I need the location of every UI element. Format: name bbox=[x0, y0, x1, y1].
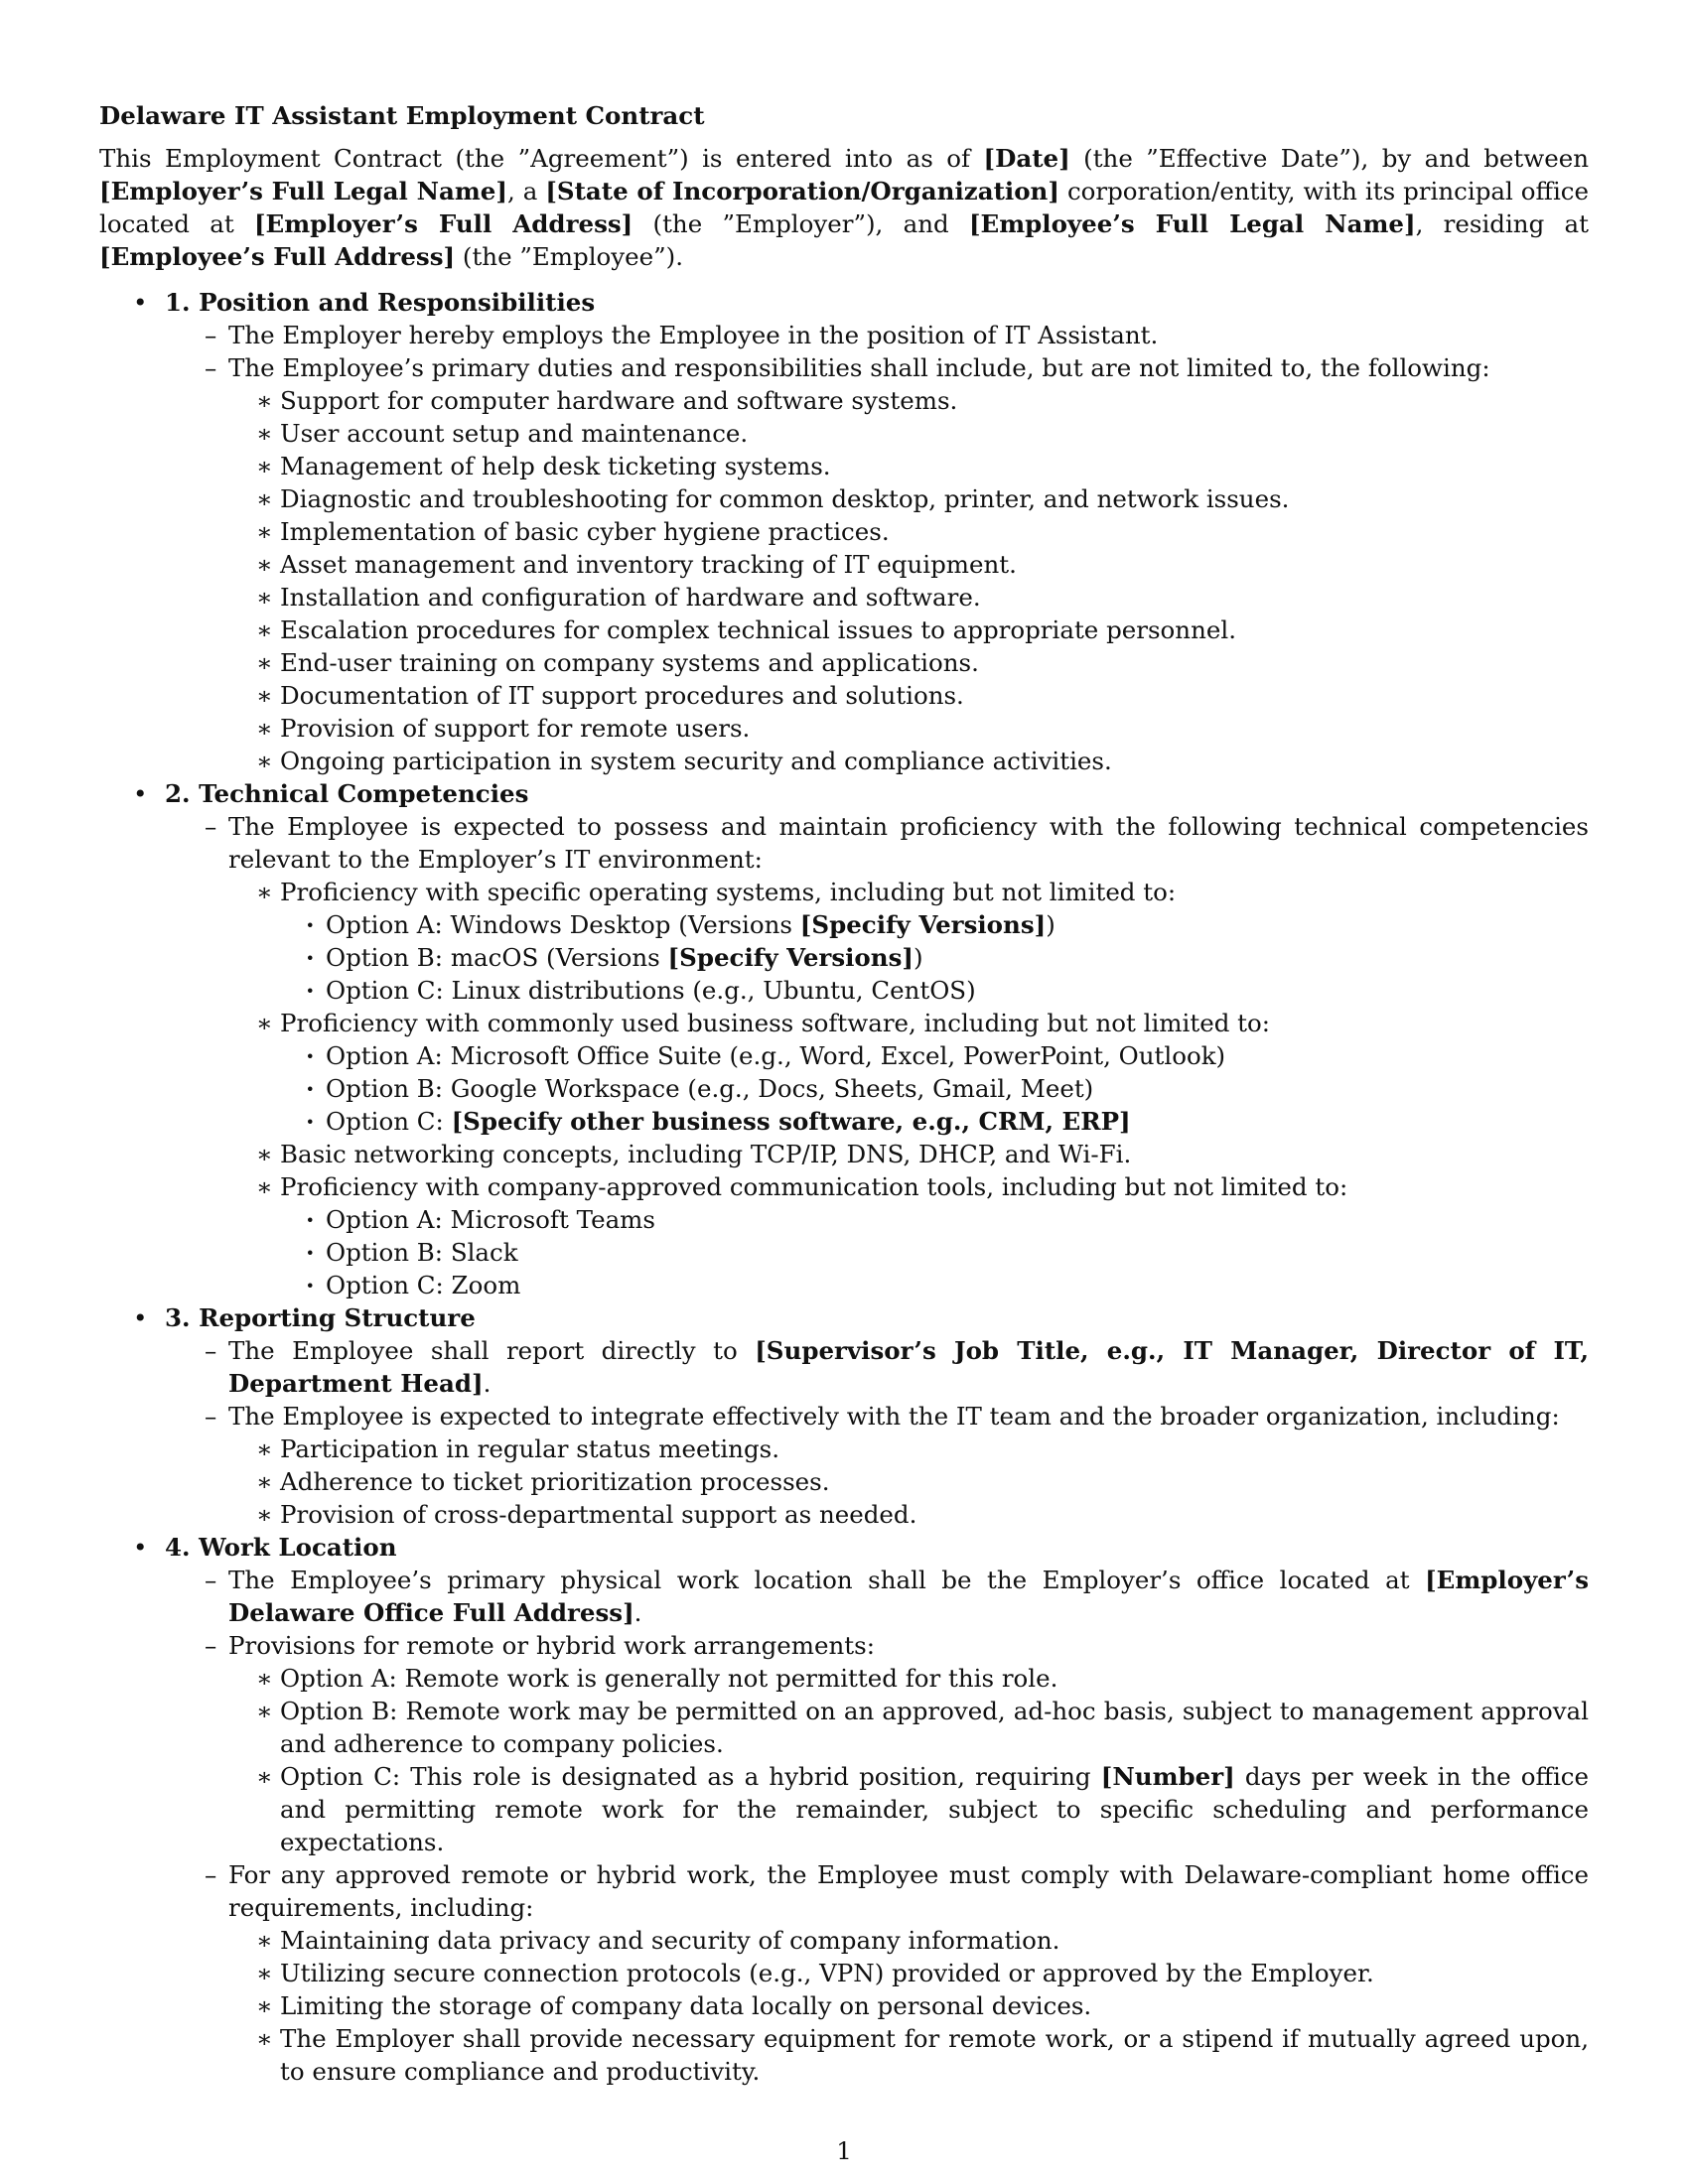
placeholder-state: [State of Incorporation/Organization] bbox=[545, 177, 1059, 205]
section-3 bbox=[99, 1301, 1589, 1531]
list-item: – The Employer hereby employs the Employee in the position of IT Assistant. bbox=[165, 319, 1589, 351]
option-item bbox=[228, 1760, 1589, 1858]
list-item bbox=[165, 1858, 1589, 2088]
section-heading: 3. Reporting Structure bbox=[165, 1303, 476, 1332]
intro-text: corporation/entity, with its principal office located at bbox=[99, 177, 1590, 238]
placeholder-number: [Number] bbox=[1100, 1762, 1235, 1791]
option-text: ) bbox=[913, 943, 923, 972]
option-item: · Option A: Microsoft Office Suite (e.g., Word, Excel, PowerPoint, Outlook) bbox=[280, 1039, 1589, 1072]
duty-item: ∗ User account setup and maintenance. bbox=[228, 417, 1589, 450]
document-title: Delaware IT Assistant Employment Contract bbox=[99, 101, 705, 130]
option-item: ∗ Option A: Remote work is generally not permitted for this role. bbox=[228, 1662, 1589, 1695]
page-number: 1 bbox=[836, 2136, 852, 2165]
list-item-text: The Employee’s primary physical work location shall be the Employer’s office located at bbox=[228, 1566, 1426, 1594]
competency-item: ∗ Basic networking concepts, including TCP/IP, DNS, DHCP, and Wi-Fi. bbox=[228, 1138, 1589, 1170]
competency-item bbox=[228, 1170, 1589, 1301]
section-heading: 2. Technical Competencies bbox=[165, 779, 529, 808]
duty-item: ∗ Implementation of basic cyber hygiene practices. bbox=[228, 515, 1589, 548]
placeholder-versions: [Specify Versions] bbox=[667, 943, 914, 972]
section-heading: 4. Work Location bbox=[165, 1533, 397, 1562]
competency-item bbox=[228, 1007, 1589, 1138]
placeholder-employee-name: [Employee’s Full Legal Name] bbox=[968, 209, 1416, 238]
requirement-item: ∗ Maintaining data privacy and security of company information. bbox=[228, 1924, 1589, 1957]
duty-item: ∗ Documentation of IT support procedures and solutions. bbox=[228, 679, 1589, 712]
list-item bbox=[165, 1400, 1589, 1531]
list-item-text: . bbox=[483, 1369, 492, 1398]
placeholder-software: [Specify other business software, e.g., CRM, ERP] bbox=[451, 1107, 1131, 1136]
list-item-text: The Employee is expected to possess and maintain proficiency with the following technical competencies relevant to the Employer’s IT environment: bbox=[228, 812, 1589, 874]
option-item bbox=[280, 1105, 1589, 1138]
list-item bbox=[165, 1334, 1589, 1400]
integration-item: ∗ Provision of cross-departmental support as needed. bbox=[228, 1498, 1589, 1531]
list-item-text: Provisions for remote or hybrid work arrangements: bbox=[228, 1631, 875, 1660]
integration-item: ∗ Adherence to ticket prioritization processes. bbox=[228, 1465, 1589, 1498]
duties-list bbox=[228, 384, 1589, 777]
placeholder-office-address: [Employer’s Delaware Office Full Address] bbox=[228, 1566, 1589, 1627]
option-item: ∗ Option B: Remote work may be permitted on an approved, ad-hoc basis, subject to management approval and adherence to company policies. bbox=[228, 1695, 1589, 1760]
placeholder-employee-address: [Employee’s Full Address] bbox=[99, 242, 456, 271]
intro-text: , residing at bbox=[1415, 209, 1589, 238]
option-text: Option A: Windows Desktop (Versions bbox=[326, 910, 800, 939]
duty-item: ∗ Asset management and inventory tracking of IT equipment. bbox=[228, 548, 1589, 581]
requirement-item: ∗ Limiting the storage of company data locally on personal devices. bbox=[228, 1989, 1589, 2022]
option-item: · Option B: Google Workspace (e.g., Docs, Sheets, Gmail, Meet) bbox=[280, 1072, 1589, 1105]
option-item: · Option A: Microsoft Teams bbox=[280, 1203, 1589, 1236]
intro-text: , a bbox=[506, 177, 546, 205]
list-item bbox=[165, 810, 1589, 1301]
placeholder-employer-name: [Employer’s Full Legal Name] bbox=[99, 177, 507, 205]
duty-item: ∗ Ongoing participation in system security and compliance activities. bbox=[228, 745, 1589, 777]
duty-item: ∗ Support for computer hardware and software systems. bbox=[228, 384, 1589, 417]
list-item-text: The Employee’s primary duties and responsibilities shall include, but are not limited to, the following: bbox=[228, 353, 1490, 382]
intro-text: This Employment Contract (the ”Agreement”) is entered into as of bbox=[99, 144, 984, 173]
list-item-text: For any approved remote or hybrid work, the Employee must comply with Delaware-compliant home office requirements, including: bbox=[228, 1860, 1589, 1922]
duty-item: ∗ Escalation procedures for complex technical issues to appropriate personnel. bbox=[228, 614, 1589, 646]
competency-text: Proficiency with company-approved communication tools, including but not limited to: bbox=[280, 1172, 1348, 1201]
option-item: · Option C: Zoom bbox=[280, 1269, 1589, 1301]
list-item-text: The Employee shall report directly to bbox=[228, 1336, 756, 1365]
requirement-item: ∗ The Employer shall provide necessary equipment for remote work, or a stipend if mutually agreed upon, to ensure compliance and productivity. bbox=[228, 2022, 1589, 2088]
option-item bbox=[280, 908, 1589, 941]
placeholder-supervisor: [Supervisor’s Job Title, e.g., IT Manager, Director of IT, Department Head] bbox=[228, 1336, 1589, 1398]
section-list bbox=[99, 286, 1589, 2088]
section-1 bbox=[99, 286, 1589, 777]
list-item bbox=[165, 351, 1589, 777]
section-heading: 1. Position and Responsibilities bbox=[165, 288, 596, 317]
placeholder-versions: [Specify Versions] bbox=[799, 910, 1047, 939]
duty-item: ∗ Diagnostic and troubleshooting for common desktop, printer, and network issues. bbox=[228, 482, 1589, 515]
option-text: Option B: macOS (Versions bbox=[326, 943, 668, 972]
duty-item: ∗ Management of help desk ticketing systems. bbox=[228, 450, 1589, 482]
list-item bbox=[165, 1564, 1589, 1629]
option-item bbox=[280, 941, 1589, 974]
option-text: Option C: bbox=[326, 1107, 452, 1136]
option-item: · Option B: Slack bbox=[280, 1236, 1589, 1269]
competency-text: Proficiency with commonly used business software, including but not limited to: bbox=[280, 1009, 1271, 1037]
competency-item bbox=[228, 876, 1589, 1007]
duty-item: ∗ Installation and configuration of hardware and software. bbox=[228, 581, 1589, 614]
placeholder-employer-address: [Employer’s Full Address] bbox=[253, 209, 633, 238]
list-item-text: . bbox=[633, 1598, 642, 1627]
section-2 bbox=[99, 777, 1589, 1301]
option-item: · Option C: Linux distributions (e.g., Ubuntu, CentOS) bbox=[280, 974, 1589, 1007]
intro-paragraph bbox=[99, 142, 1589, 273]
intro-text: (the ”Effective Date”), by and between bbox=[1069, 144, 1589, 173]
option-text: ) bbox=[1046, 910, 1055, 939]
option-text: Option C: This role is designated as a hybrid position, requiring bbox=[280, 1762, 1101, 1791]
option-text: days per week in the office and permitting remote work for the remainder, subject to specific scheduling and performance expectations. bbox=[280, 1762, 1589, 1856]
competency-text: Proficiency with specific operating systems, including but not limited to: bbox=[280, 878, 1177, 906]
document-page bbox=[99, 99, 1589, 2088]
requirement-item: ∗ Utilizing secure connection protocols (e.g., VPN) provided or approved by the Employer. bbox=[228, 1957, 1589, 1989]
list-item bbox=[165, 1629, 1589, 1858]
duty-item: ∗ End-user training on company systems and applications. bbox=[228, 646, 1589, 679]
integration-item: ∗ Participation in regular status meetings. bbox=[228, 1433, 1589, 1465]
list-item-text: The Employee is expected to integrate effectively with the IT team and the broader organization, including: bbox=[228, 1402, 1560, 1431]
placeholder-date: [Date] bbox=[983, 144, 1070, 173]
intro-text: (the ”Employee”). bbox=[455, 242, 683, 271]
intro-text: (the ”Employer”), and bbox=[633, 209, 969, 238]
section-4 bbox=[99, 1531, 1589, 2088]
duty-item: ∗ Provision of support for remote users. bbox=[228, 712, 1589, 745]
